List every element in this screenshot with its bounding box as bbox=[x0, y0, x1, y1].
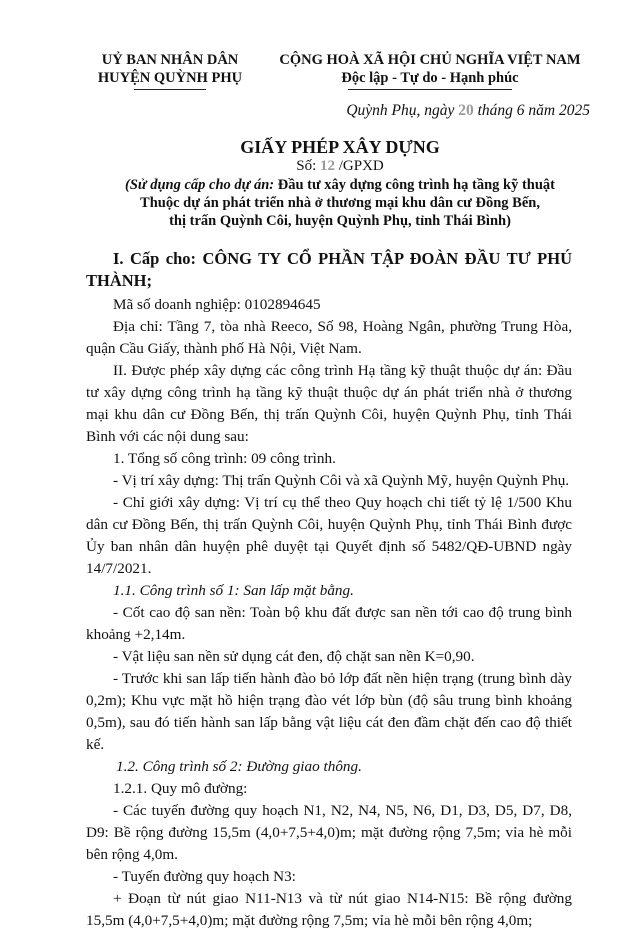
paragraph: + Đoạn từ nút giao N11-N13 và từ nút giao N14-N15: Bề rộng đường 15,5m (4,0+7,5+4,0)m; mặt đường rộng 7,5m; vỉa hè mỗi bên rộng 4,0m; bbox=[86, 890, 572, 929]
subsection-heading: 1.1. Công trình số 1: San lấp mặt bằng. bbox=[113, 582, 354, 599]
authority-line2: HUYỆN QUỲNH PHỤ bbox=[97, 70, 243, 86]
national-header bbox=[270, 51, 590, 90]
subtitle-line2: Thuộc dự án phát triển nhà ở thương mại khu dân cư Đồng Bến, bbox=[140, 195, 540, 211]
paragraph: Địa chỉ: Tầng 7, tòa nhà Reeco, Số 98, Hoàng Ngân, phường Trung Hòa, quận Cầu Giấy, thành phố Hà Nội, Việt Nam. bbox=[86, 318, 572, 357]
paragraph: - Chỉ giới xây dựng: Vị trí cụ thể theo Quy hoạch chi tiết tỷ lệ 1/500 Khu dân cư Đồng Bến, thị trấn Quỳnh Côi, huyện Quỳnh Phụ, tỉnh Thái Bình được Ủy ban nhân dân huyện phê duyệt tại Quyết định số 5482/QĐ-UBND ngày 14/7/2021. bbox=[86, 494, 572, 577]
date-suffix: tháng 6 năm 2025 bbox=[473, 102, 590, 119]
subtitle-lead: (Sử dụng cấp cho dự án: bbox=[125, 177, 275, 193]
paragraph: - Tuyến đường quy hoạch N3: bbox=[113, 868, 296, 885]
number-prefix: Số: bbox=[296, 158, 320, 174]
motto: Độc lập - Tự do - Hạnh phúc bbox=[341, 70, 519, 86]
permit-number bbox=[90, 158, 590, 175]
country-name: CỘNG HOÀ XÃ HỘI CHỦ NGHĨA VIỆT NAM bbox=[279, 52, 581, 68]
issue-date bbox=[300, 102, 590, 120]
paragraph: II. Được phép xây dựng các công trình Hạ tầng kỹ thuật thuộc dự án: Đầu tư xây dựng công trình hạ tầng kỹ thuật thuộc dự án phát triển nhà ở thương mại khu dân cư Đồng Bến, thị trấn Quỳnh Côi, huyện Quỳnh Phụ, tỉnh Thái Bình với các nội dung sau: bbox=[86, 362, 572, 445]
number-suffix: /GPXD bbox=[335, 158, 384, 174]
number-value: 12 bbox=[320, 158, 335, 174]
authority-line1: UỶ BAN NHÂN DÂN bbox=[101, 52, 239, 68]
paragraph: 1.2.1. Quy mô đường: bbox=[113, 780, 248, 797]
paragraph: - Cốt cao độ san nền: Toàn bộ khu đất được san nền tới cao độ trung bình khoảng +2,14m. bbox=[86, 604, 572, 643]
paragraph: 1. Tổng số công trình: 09 công trình. bbox=[113, 450, 336, 467]
document-subtitle bbox=[95, 176, 585, 230]
paragraph: - Vật liệu san nền sử dụng cát đen, độ chặt san nền K=0,90. bbox=[113, 648, 475, 665]
date-prefix: Quỳnh Phụ, ngày bbox=[346, 102, 459, 119]
subtitle-line1: Đầu tư xây dựng công trình hạ tầng kỹ thuật bbox=[274, 177, 555, 193]
divider bbox=[348, 89, 512, 90]
document-title: GIẤY PHÉP XÂY DỰNG bbox=[240, 137, 440, 157]
issuing-authority bbox=[90, 51, 250, 90]
subtitle-line3: thị trấn Quỳnh Côi, huyện Quỳnh Phụ, tỉnh Thái Bình) bbox=[169, 213, 511, 229]
subsection-heading: 1.2. Công trình số 2: Đường giao thông. bbox=[116, 758, 362, 775]
paragraph: - Trước khi san lấp tiến hành đào bỏ lớp đất nền hiện trạng (trung bình dày 0,2m); Khu vực mặt hồ hiện trạng đào vét lớp bùn (độ sâu trung bình khoảng 0,5m), sau đó tiến hành san lấp bằng vật liệu cát đen đầm chặt đến cao độ thiết kế. bbox=[86, 670, 572, 753]
date-day: 20 bbox=[458, 102, 474, 119]
section-heading: I. Cấp cho: CÔNG TY CỔ PHẦN TẬP ĐOÀN ĐẦU TƯ PHÚ THÀNH; bbox=[86, 249, 572, 290]
divider bbox=[134, 89, 206, 90]
paragraph: - Vị trí xây dựng: Thị trấn Quỳnh Côi và xã Quỳnh Mỹ, huyện Quỳnh Phụ. bbox=[113, 472, 570, 489]
document-body bbox=[86, 248, 572, 932]
paragraph: - Các tuyến đường quy hoạch N1, N2, N4, N5, N6, D1, D3, D5, D7, D8, D9: Bề rộng đường 15,5m (4,0+7,5+4,0)m; mặt đường rộng 7,5m; vỉa hè mỗi bên rộng 4,0m. bbox=[86, 802, 572, 863]
paragraph: Mã số doanh nghiệp: 0102894645 bbox=[113, 296, 321, 313]
